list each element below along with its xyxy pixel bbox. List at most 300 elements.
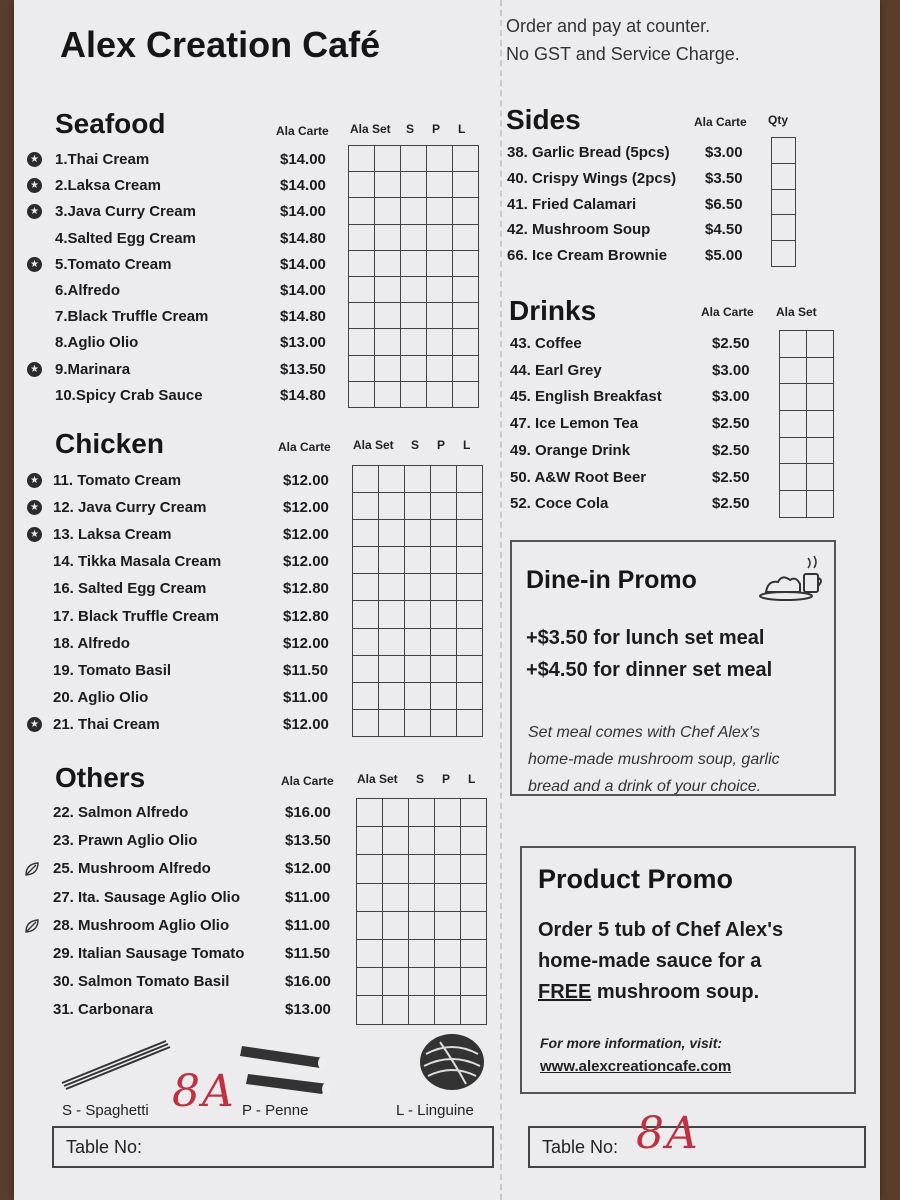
others-item bbox=[53, 941, 345, 967]
notice-line-2: No GST and Service Charge. bbox=[506, 44, 740, 64]
sides-qty-header: Qty bbox=[768, 113, 789, 127]
others-ala-set-header: Ala Set bbox=[357, 772, 398, 786]
seafood-item-price: $14.80 bbox=[280, 229, 326, 247]
drinks-order-cell[interactable] bbox=[780, 411, 807, 438]
seafood-order-cell[interactable] bbox=[401, 172, 427, 198]
seafood-order-cell[interactable] bbox=[349, 198, 375, 224]
drinks-order-cell[interactable] bbox=[807, 491, 834, 518]
drinks-order-cell[interactable] bbox=[780, 357, 807, 384]
linguine-icon bbox=[414, 1030, 490, 1094]
others-order-cell[interactable] bbox=[383, 883, 409, 911]
others-item bbox=[53, 828, 345, 854]
others-item-price: $13.50 bbox=[285, 832, 331, 850]
others-item-price: $11.00 bbox=[285, 916, 331, 934]
chicken-order-cell[interactable] bbox=[457, 709, 483, 736]
chicken-order-cell[interactable] bbox=[457, 628, 483, 655]
drinks-order-cell[interactable] bbox=[780, 384, 807, 411]
drinks-item-price: $3.00 bbox=[712, 361, 750, 379]
chicken-order-cell[interactable] bbox=[379, 628, 405, 655]
others-order-cell[interactable] bbox=[435, 911, 461, 939]
seafood-item-name: 8.Aglio Olio bbox=[55, 334, 139, 352]
set-meal-desc-2: home-made mushroom soup, garlic bbox=[528, 751, 780, 768]
others-order-cell[interactable] bbox=[357, 996, 383, 1024]
seafood-order-cell[interactable] bbox=[401, 224, 427, 250]
set-meal-desc-3: bread and a drink of your choice. bbox=[528, 778, 762, 795]
others-order-grid bbox=[356, 798, 487, 1025]
others-order-cell[interactable] bbox=[383, 855, 409, 883]
seafood-order-cell[interactable] bbox=[401, 329, 427, 355]
seafood-order-cell[interactable] bbox=[349, 224, 375, 250]
chicken-order-cell[interactable] bbox=[405, 682, 431, 709]
seafood-order-cell[interactable] bbox=[375, 172, 401, 198]
sides-item bbox=[507, 217, 765, 243]
handwritten-table-number-left: 8A bbox=[172, 1066, 236, 1117]
others-item bbox=[53, 856, 345, 882]
seafood-order-cell[interactable] bbox=[375, 198, 401, 224]
seafood-ala-carte-header: Ala Carte bbox=[276, 124, 329, 138]
others-order-cell[interactable] bbox=[461, 799, 487, 827]
seafood-item-price: $13.00 bbox=[280, 334, 326, 352]
others-item-name: 29. Italian Sausage Tomato bbox=[53, 945, 245, 962]
others-order-cell[interactable] bbox=[409, 968, 435, 996]
chicken-order-cell[interactable] bbox=[457, 466, 483, 493]
drinks-ala-carte-header: Ala Carte bbox=[701, 305, 754, 319]
seafood-item bbox=[55, 252, 340, 278]
chicken-item bbox=[53, 712, 343, 738]
chicken-order-cell[interactable] bbox=[379, 709, 405, 736]
chicken-item-name: 12. Java Curry Cream bbox=[53, 499, 207, 517]
sides-item-name: 66. Ice Cream Brownie bbox=[507, 247, 668, 265]
seafood-order-cell[interactable] bbox=[375, 276, 401, 302]
seafood-item-price: $13.50 bbox=[280, 360, 326, 378]
others-order-cell[interactable] bbox=[435, 883, 461, 911]
chicken-order-cell[interactable] bbox=[379, 547, 405, 574]
sides-qty-grid bbox=[771, 137, 796, 267]
seafood-item-name: 3.Java Curry Cream bbox=[55, 203, 196, 221]
chicken-order-cell[interactable] bbox=[353, 601, 379, 628]
others-item bbox=[53, 885, 345, 911]
chef-recommend-star-icon: ★ bbox=[27, 362, 42, 377]
chicken-order-cell[interactable] bbox=[379, 466, 405, 493]
drinks-order-cell[interactable] bbox=[807, 331, 834, 358]
drinks-item-price: $3.00 bbox=[712, 388, 750, 406]
penne-legend: P - Penne bbox=[242, 1102, 309, 1119]
chicken-item-price: $12.00 bbox=[283, 526, 329, 544]
seafood-order-cell[interactable] bbox=[349, 146, 375, 172]
others-order-cell[interactable] bbox=[435, 827, 461, 855]
tear-divider bbox=[500, 0, 502, 1200]
chicken-order-cell[interactable] bbox=[431, 628, 457, 655]
chicken-order-cell[interactable] bbox=[353, 655, 379, 682]
seafood-item-name: 10.Spicy Crab Sauce bbox=[55, 386, 203, 404]
chicken-item-name: 14. Tikka Masala Cream bbox=[53, 553, 222, 571]
chicken-order-cell[interactable] bbox=[431, 682, 457, 709]
others-item-price: $16.00 bbox=[285, 973, 331, 991]
seafood-order-cell[interactable] bbox=[401, 276, 427, 302]
seafood-order-cell[interactable] bbox=[349, 250, 375, 276]
table-number-field-left[interactable] bbox=[52, 1126, 494, 1168]
chicken-order-cell[interactable] bbox=[405, 493, 431, 520]
others-order-cell[interactable] bbox=[383, 911, 409, 939]
others-order-cell[interactable] bbox=[461, 827, 487, 855]
chicken-order-cell[interactable] bbox=[379, 682, 405, 709]
chicken-order-cell[interactable] bbox=[457, 493, 483, 520]
seafood-order-cell[interactable] bbox=[453, 381, 479, 407]
sides-item-price: $3.50 bbox=[705, 169, 743, 187]
seafood-item bbox=[55, 199, 340, 225]
chicken-order-cell[interactable] bbox=[379, 574, 405, 601]
seafood-order-cell[interactable] bbox=[453, 303, 479, 329]
drinks-ala-set-grid bbox=[779, 330, 834, 518]
chicken-order-cell[interactable] bbox=[353, 520, 379, 547]
chicken-order-cell[interactable] bbox=[457, 520, 483, 547]
others-item bbox=[53, 969, 345, 995]
others-order-cell[interactable] bbox=[435, 799, 461, 827]
chicken-order-cell[interactable] bbox=[431, 547, 457, 574]
sides-item-price: $5.00 bbox=[705, 247, 743, 265]
chicken-item-name: 18. Alfredo bbox=[53, 634, 130, 652]
seafood-order-cell[interactable] bbox=[349, 381, 375, 407]
chicken-item-price: $12.00 bbox=[283, 472, 329, 489]
seafood-item-price: $14.00 bbox=[280, 282, 326, 299]
spaghetti-icon bbox=[60, 1036, 172, 1092]
chef-recommend-star-icon: ★ bbox=[27, 152, 42, 167]
drinks-ala-set-header: Ala Set bbox=[776, 305, 817, 319]
chef-recommend-star-icon: ★ bbox=[27, 500, 42, 515]
vegetarian-leaf-icon bbox=[24, 918, 40, 934]
others-item-name: 30. Salmon Tomato Basil bbox=[53, 973, 230, 991]
others-order-cell[interactable] bbox=[409, 939, 435, 967]
product-promo-line-1: Order 5 tub of Chef Alex's bbox=[538, 919, 784, 941]
others-order-cell[interactable] bbox=[383, 996, 409, 1024]
others-order-cell[interactable] bbox=[383, 827, 409, 855]
drinks-order-cell[interactable] bbox=[807, 357, 834, 384]
others-order-cell[interactable] bbox=[461, 968, 487, 996]
others-order-cell[interactable] bbox=[383, 939, 409, 967]
chicken-order-cell[interactable] bbox=[405, 466, 431, 493]
chicken-order-cell[interactable] bbox=[353, 547, 379, 574]
seafood-order-cell[interactable] bbox=[427, 146, 453, 172]
chicken-ala-carte-header: Ala Carte bbox=[278, 440, 331, 454]
seafood-item bbox=[55, 357, 340, 383]
seafood-item-price: $14.00 bbox=[280, 255, 326, 273]
chicken-order-cell[interactable] bbox=[405, 574, 431, 601]
chicken-order-cell[interactable] bbox=[379, 601, 405, 628]
seafood-order-cell[interactable] bbox=[427, 198, 453, 224]
chef-recommend-star-icon: ★ bbox=[27, 473, 42, 488]
chicken-order-cell[interactable] bbox=[431, 655, 457, 682]
meal-tray-icon bbox=[758, 552, 826, 602]
others-order-cell[interactable] bbox=[357, 968, 383, 996]
seafood-order-cell[interactable] bbox=[375, 224, 401, 250]
chicken-order-cell[interactable] bbox=[431, 574, 457, 601]
seafood-order-cell[interactable] bbox=[349, 172, 375, 198]
chicken-item-price: $12.00 bbox=[283, 553, 329, 571]
seafood-p-header: P bbox=[432, 122, 441, 136]
sides-item-price: $3.00 bbox=[705, 144, 743, 161]
others-item-price: $11.00 bbox=[285, 888, 331, 906]
drinks-item-name: 45. English Breakfast bbox=[510, 388, 662, 406]
sides-ala-carte-header: Ala Carte bbox=[694, 115, 747, 129]
set-meal-desc-1: Set meal comes with Chef Alex's bbox=[528, 724, 760, 741]
seafood-order-cell[interactable] bbox=[427, 250, 453, 276]
seafood-item-name: 2.Laksa Cream bbox=[55, 177, 161, 195]
seafood-order-cell[interactable] bbox=[349, 303, 375, 329]
sides-order-cell[interactable] bbox=[772, 241, 796, 267]
chicken-order-cell[interactable] bbox=[353, 682, 379, 709]
seafood-order-cell[interactable] bbox=[453, 355, 479, 381]
others-order-cell[interactable] bbox=[357, 939, 383, 967]
vegetarian-leaf-icon bbox=[24, 861, 40, 877]
others-order-cell[interactable] bbox=[409, 996, 435, 1024]
others-order-cell[interactable] bbox=[461, 883, 487, 911]
seafood-item bbox=[55, 147, 340, 173]
seafood-order-cell[interactable] bbox=[427, 172, 453, 198]
seafood-order-cell[interactable] bbox=[349, 276, 375, 302]
seafood-item bbox=[55, 226, 340, 252]
chicken-order-cell[interactable] bbox=[457, 574, 483, 601]
others-item-name: 28. Mushroom Aglio Olio bbox=[53, 916, 230, 934]
penne-icon bbox=[238, 1036, 332, 1096]
drinks-order-cell[interactable] bbox=[780, 437, 807, 464]
sides-order-cell[interactable] bbox=[772, 215, 796, 241]
table-number-label-left: Table No: bbox=[66, 1137, 143, 1157]
chicken-order-cell[interactable] bbox=[431, 466, 457, 493]
chicken-item-name: 19. Tomato Basil bbox=[53, 661, 172, 679]
seafood-order-cell[interactable] bbox=[375, 355, 401, 381]
chicken-item bbox=[53, 685, 343, 711]
drinks-item-name: 52. Coce Cola bbox=[510, 495, 609, 513]
others-order-cell[interactable] bbox=[357, 855, 383, 883]
chicken-ala-set-header: Ala Set bbox=[353, 438, 394, 452]
others-order-cell[interactable] bbox=[357, 799, 383, 827]
chicken-order-cell[interactable] bbox=[379, 493, 405, 520]
others-l-header: L bbox=[468, 772, 476, 786]
drinks-order-cell[interactable] bbox=[807, 411, 834, 438]
chicken-item bbox=[53, 549, 343, 575]
drinks-order-cell[interactable] bbox=[780, 464, 807, 491]
seafood-order-cell[interactable] bbox=[375, 303, 401, 329]
chicken-order-cell[interactable] bbox=[431, 520, 457, 547]
seafood-item-name: 4.Salted Egg Cream bbox=[55, 229, 196, 247]
lunch-set-price: +$3.50 for lunch set meal bbox=[526, 627, 765, 649]
seafood-order-cell[interactable] bbox=[427, 381, 453, 407]
others-order-cell[interactable] bbox=[409, 883, 435, 911]
seafood-order-cell[interactable] bbox=[375, 381, 401, 407]
chicken-item bbox=[53, 468, 343, 494]
others-order-cell[interactable] bbox=[409, 855, 435, 883]
chef-recommend-star-icon: ★ bbox=[27, 204, 42, 219]
others-order-cell[interactable] bbox=[357, 883, 383, 911]
sides-item bbox=[507, 140, 765, 166]
seafood-order-cell[interactable] bbox=[453, 172, 479, 198]
chicken-s-header: S bbox=[411, 438, 420, 452]
seafood-order-cell[interactable] bbox=[427, 224, 453, 250]
seafood-order-cell[interactable] bbox=[453, 329, 479, 355]
others-order-cell[interactable] bbox=[409, 911, 435, 939]
notice-line-1: Order and pay at counter. bbox=[506, 16, 711, 36]
chicken-order-cell[interactable] bbox=[379, 520, 405, 547]
chicken-order-cell[interactable] bbox=[353, 574, 379, 601]
chef-recommend-star-icon: ★ bbox=[27, 527, 42, 542]
drinks-order-cell[interactable] bbox=[807, 437, 834, 464]
others-order-cell[interactable] bbox=[461, 911, 487, 939]
others-order-cell[interactable] bbox=[435, 939, 461, 967]
chicken-order-cell[interactable] bbox=[379, 655, 405, 682]
drinks-item-name: 49. Orange Drink bbox=[510, 441, 631, 459]
chicken-item-name: 17. Black Truffle Cream bbox=[53, 607, 219, 625]
others-order-cell[interactable] bbox=[435, 855, 461, 883]
chicken-order-cell[interactable] bbox=[457, 682, 483, 709]
sides-order-cell[interactable] bbox=[772, 189, 796, 215]
chicken-order-cell[interactable] bbox=[457, 655, 483, 682]
seafood-order-cell[interactable] bbox=[401, 303, 427, 329]
dine-in-promo-title: Dine-in Promo bbox=[526, 566, 697, 594]
chicken-item bbox=[53, 604, 343, 630]
seafood-l-header: L bbox=[458, 122, 466, 136]
others-order-cell[interactable] bbox=[461, 996, 487, 1024]
chicken-item-price: $12.80 bbox=[283, 580, 329, 598]
others-order-cell[interactable] bbox=[409, 799, 435, 827]
others-order-cell[interactable] bbox=[383, 799, 409, 827]
others-item-name: 25. Mushroom Alfredo bbox=[53, 860, 211, 878]
chicken-order-cell[interactable] bbox=[353, 493, 379, 520]
seafood-item bbox=[55, 304, 340, 330]
chicken-l-header: L bbox=[463, 438, 471, 452]
product-promo-line-2: home-made sauce for a bbox=[538, 950, 762, 972]
chicken-order-cell[interactable] bbox=[405, 628, 431, 655]
others-order-cell[interactable] bbox=[357, 911, 383, 939]
chicken-item-price: $11.50 bbox=[283, 661, 329, 679]
chicken-order-cell[interactable] bbox=[457, 547, 483, 574]
chef-recommend-star-icon: ★ bbox=[27, 717, 42, 732]
more-info-label: For more information, visit: bbox=[540, 1035, 723, 1051]
drinks-order-cell[interactable] bbox=[807, 464, 834, 491]
others-item bbox=[53, 800, 345, 826]
seafood-order-cell[interactable] bbox=[453, 250, 479, 276]
sides-order-cell[interactable] bbox=[772, 163, 796, 189]
chicken-order-cell[interactable] bbox=[405, 520, 431, 547]
sides-item-price: $4.50 bbox=[705, 221, 743, 239]
chef-recommend-star-icon: ★ bbox=[27, 178, 42, 193]
chicken-order-cell[interactable] bbox=[457, 601, 483, 628]
others-order-cell[interactable] bbox=[461, 855, 487, 883]
others-order-cell[interactable] bbox=[461, 939, 487, 967]
chicken-item bbox=[53, 658, 343, 684]
sides-item-price: $6.50 bbox=[705, 195, 743, 213]
chicken-p-header: P bbox=[437, 438, 446, 452]
chef-recommend-star-icon: ★ bbox=[27, 257, 42, 272]
seafood-order-cell[interactable] bbox=[401, 198, 427, 224]
seafood-item bbox=[55, 278, 340, 304]
chicken-item bbox=[53, 495, 343, 521]
drinks-item bbox=[510, 411, 772, 437]
seafood-order-cell[interactable] bbox=[401, 146, 427, 172]
chicken-order-cell[interactable] bbox=[431, 601, 457, 628]
chicken-item-price: $12.00 bbox=[283, 634, 329, 652]
chicken-item-name: 21. Thai Cream bbox=[53, 715, 160, 733]
seafood-order-cell[interactable] bbox=[349, 329, 375, 355]
seafood-ala-set-header: Ala Set bbox=[350, 122, 391, 136]
others-order-cell[interactable] bbox=[435, 968, 461, 996]
others-order-cell[interactable] bbox=[435, 996, 461, 1024]
seafood-order-cell[interactable] bbox=[453, 276, 479, 302]
cafe-title: Alex Creation Café bbox=[60, 24, 381, 65]
seafood-order-cell[interactable] bbox=[427, 276, 453, 302]
sides-order-cell[interactable] bbox=[772, 138, 796, 164]
order-notice bbox=[506, 12, 740, 68]
drinks-title: Drinks bbox=[509, 295, 597, 326]
others-item-price: $11.50 bbox=[285, 945, 331, 962]
seafood-order-cell[interactable] bbox=[427, 329, 453, 355]
drinks-item-name: 50. A&W Root Beer bbox=[510, 468, 647, 486]
drinks-order-cell[interactable] bbox=[780, 491, 807, 518]
chicken-order-cell[interactable] bbox=[431, 709, 457, 736]
others-item-price: $12.00 bbox=[285, 860, 331, 878]
chicken-order-cell[interactable] bbox=[405, 655, 431, 682]
others-order-cell[interactable] bbox=[409, 827, 435, 855]
seafood-item-name: 9.Marinara bbox=[55, 360, 131, 378]
seafood-order-cell[interactable] bbox=[427, 355, 453, 381]
chicken-order-cell[interactable] bbox=[353, 466, 379, 493]
seafood-order-cell[interactable] bbox=[401, 355, 427, 381]
drinks-item bbox=[510, 438, 772, 464]
dinner-set-price: +$4.50 for dinner set meal bbox=[526, 659, 773, 681]
seafood-order-cell[interactable] bbox=[349, 355, 375, 381]
others-order-cell[interactable] bbox=[383, 968, 409, 996]
chicken-item bbox=[53, 631, 343, 657]
seafood-item-price: $14.80 bbox=[280, 308, 326, 326]
chicken-item-price: $12.00 bbox=[283, 715, 329, 733]
chicken-order-cell[interactable] bbox=[431, 493, 457, 520]
drinks-item-price: $2.50 bbox=[712, 415, 750, 433]
others-ala-carte-header: Ala Carte bbox=[281, 774, 334, 788]
seafood-item bbox=[55, 383, 340, 409]
chicken-order-cell[interactable] bbox=[405, 709, 431, 736]
seafood-order-cell[interactable] bbox=[375, 250, 401, 276]
chicken-order-cell[interactable] bbox=[353, 628, 379, 655]
seafood-order-cell[interactable] bbox=[453, 224, 479, 250]
seafood-order-cell[interactable] bbox=[375, 146, 401, 172]
drinks-item-name: 43. Coffee bbox=[510, 335, 582, 352]
chicken-order-cell[interactable] bbox=[353, 709, 379, 736]
seafood-order-cell[interactable] bbox=[401, 250, 427, 276]
seafood-item-name: 1.Thai Cream bbox=[55, 151, 150, 168]
seafood-s-header: S bbox=[406, 122, 415, 136]
seafood-order-grid bbox=[348, 145, 479, 408]
free-mushroom-soup-text: mushroom soup. bbox=[591, 981, 760, 1003]
website-link[interactable]: www.alexcreationcafe.com bbox=[540, 1058, 732, 1075]
others-order-cell[interactable] bbox=[357, 827, 383, 855]
others-item-name: 22. Salmon Alfredo bbox=[53, 804, 189, 821]
drinks-order-cell[interactable] bbox=[807, 384, 834, 411]
drinks-order-cell[interactable] bbox=[780, 331, 807, 358]
drinks-item bbox=[510, 358, 772, 384]
others-item bbox=[53, 997, 345, 1023]
chicken-item-name: 20. Aglio Olio bbox=[53, 688, 149, 706]
seafood-order-cell[interactable] bbox=[401, 381, 427, 407]
seafood-order-cell[interactable] bbox=[453, 198, 479, 224]
chicken-order-cell[interactable] bbox=[405, 601, 431, 628]
chicken-order-cell[interactable] bbox=[405, 547, 431, 574]
seafood-item-price: $14.80 bbox=[280, 386, 326, 404]
seafood-order-cell[interactable] bbox=[453, 146, 479, 172]
seafood-order-cell[interactable] bbox=[427, 303, 453, 329]
others-item-name: 27. Ita. Sausage Aglio Olio bbox=[53, 888, 240, 906]
seafood-order-cell[interactable] bbox=[375, 329, 401, 355]
chicken-title: Chicken bbox=[55, 428, 164, 459]
drinks-item-price: $2.50 bbox=[712, 441, 750, 459]
